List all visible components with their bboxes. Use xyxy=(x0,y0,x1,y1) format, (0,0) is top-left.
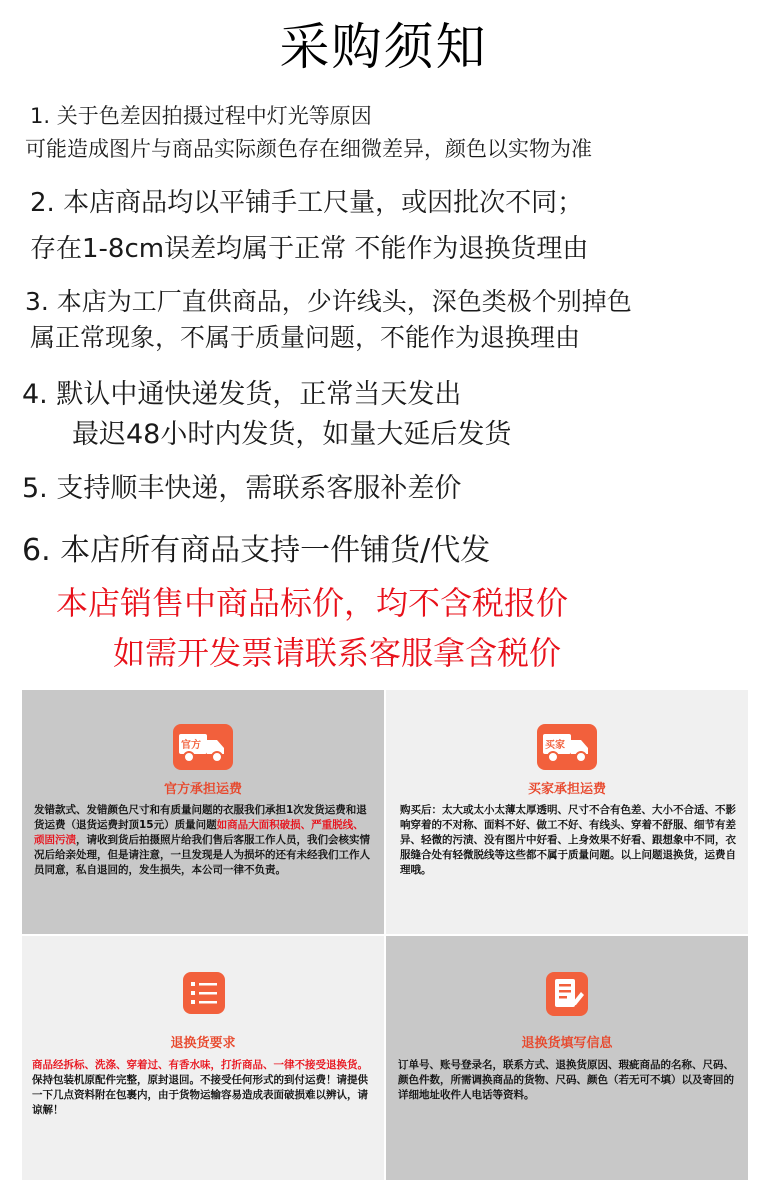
panel-title: 买家承担运费 xyxy=(527,782,606,797)
tax-notice-line-1: 本店销售中商品标价，均不含税报价 xyxy=(56,584,569,622)
note-4-line-1: 4. 默认中通快递发货，正常当天发出 xyxy=(22,379,462,410)
panel-title: 退换货填写信息 xyxy=(521,1036,613,1051)
panel-text-part: 元）质量问题 xyxy=(153,819,217,831)
panel-text-part: ，请收到货后拍摄照片给我们售后客服工作人员，我们会核实情况后给亲处理，但是请注意，一旦发现是人为损坏的还有未经我们工作人员同意，私自退回的，发生损失，本公司一律不负责。 xyxy=(34,834,370,876)
panel-text-highlight: 如商品大面积破损、严重脱线、顽固污渍 xyxy=(34,819,364,846)
note-6: 6. 本店所有商品支持一件铺货/代发 xyxy=(22,533,491,568)
form-document-icon xyxy=(546,972,588,1016)
panel-text xyxy=(32,1058,374,1118)
note-4-line-2: 最迟48小时内发货，如量大延后发货 xyxy=(72,419,512,450)
panel-text: 订单号、账号登录名，联系方式、退换货原因、瑕疵商品的名称、尺码、颜色件数，所需调换商品的货物、尺码、颜色（若无可不填）以及寄回的详细地址收件人电话等资料。 xyxy=(398,1059,734,1101)
panel-text xyxy=(34,803,374,878)
delivery-truck-icon xyxy=(537,724,597,770)
page-title: 采购须知 xyxy=(279,18,488,76)
note-5: 5. 支持顺丰快递，需联系客服补差价 xyxy=(22,473,462,504)
return-info-panel xyxy=(386,936,748,1180)
tax-notice-line-2: 如需开发票请联系客服拿含税价 xyxy=(113,634,562,672)
note-3-line-2: 属正常现象，不属于质量问题，不能作为退换理由 xyxy=(30,323,581,352)
official-shipping-panel xyxy=(22,690,384,934)
panel-text-highlight: 商品经拆标、洗涤、穿着过、有香水味，打折商品、一律不接受退换货。 xyxy=(32,1059,368,1071)
icon-label: 买家 xyxy=(545,740,565,751)
icon-label: 官方 xyxy=(181,740,201,751)
checklist-icon xyxy=(183,972,225,1014)
panel-title: 退换货要求 xyxy=(170,1036,236,1051)
note-2-line-1: 2. 本店商品均以平铺手工尺量，或因批次不同； xyxy=(30,188,584,218)
note-1-line-2: 可能造成图片与商品实际颜色存在细微差异，颜色以实物为准 xyxy=(25,137,592,161)
note-3-line-1: 3. 本店为工厂直供商品，少许线头，深色类极个别掉色 xyxy=(25,287,632,316)
panel-title: 官方承担运费 xyxy=(163,782,242,797)
panel-text: 购买后：太大或太小太薄太厚透明、尺寸不合有色差、大小不合适、不影响穿着的不对称、面料不好、做工不好、有线头、穿着不舒服、细节有差异、轻微的污渍、没有图片中好看、上身效果不好看、跟想象中不同，衣服缝合处有轻微脱线等这些都不属于质量问题。以上问题退换货，运费自理哦。 xyxy=(400,804,736,876)
note-1-line-1: 1. 关于色差因拍摄过程中灯光等原因 xyxy=(30,104,372,128)
panel-text-part: 保持包装机原配件完整，原封退回。不接受任何形式的到付运费！请提供一下几点资料附在包裹内，由于货物运输容易造成表面破损难以辨认，请谅解！ xyxy=(32,1074,368,1116)
note-2-line-2: 存在1-8cm误差均属于正常 不能作为退换货理由 xyxy=(30,234,589,264)
buyer-shipping-panel xyxy=(386,690,748,934)
panel-text-amount: 15 xyxy=(139,819,154,831)
panel-text-part: 发错款式、发错颜色尺寸和有质量问题的衣服我们承担1次发货运费和退货运费（退货运费封顶 xyxy=(34,804,367,831)
return-requirements-panel xyxy=(22,936,384,1180)
delivery-truck-icon xyxy=(173,724,233,770)
